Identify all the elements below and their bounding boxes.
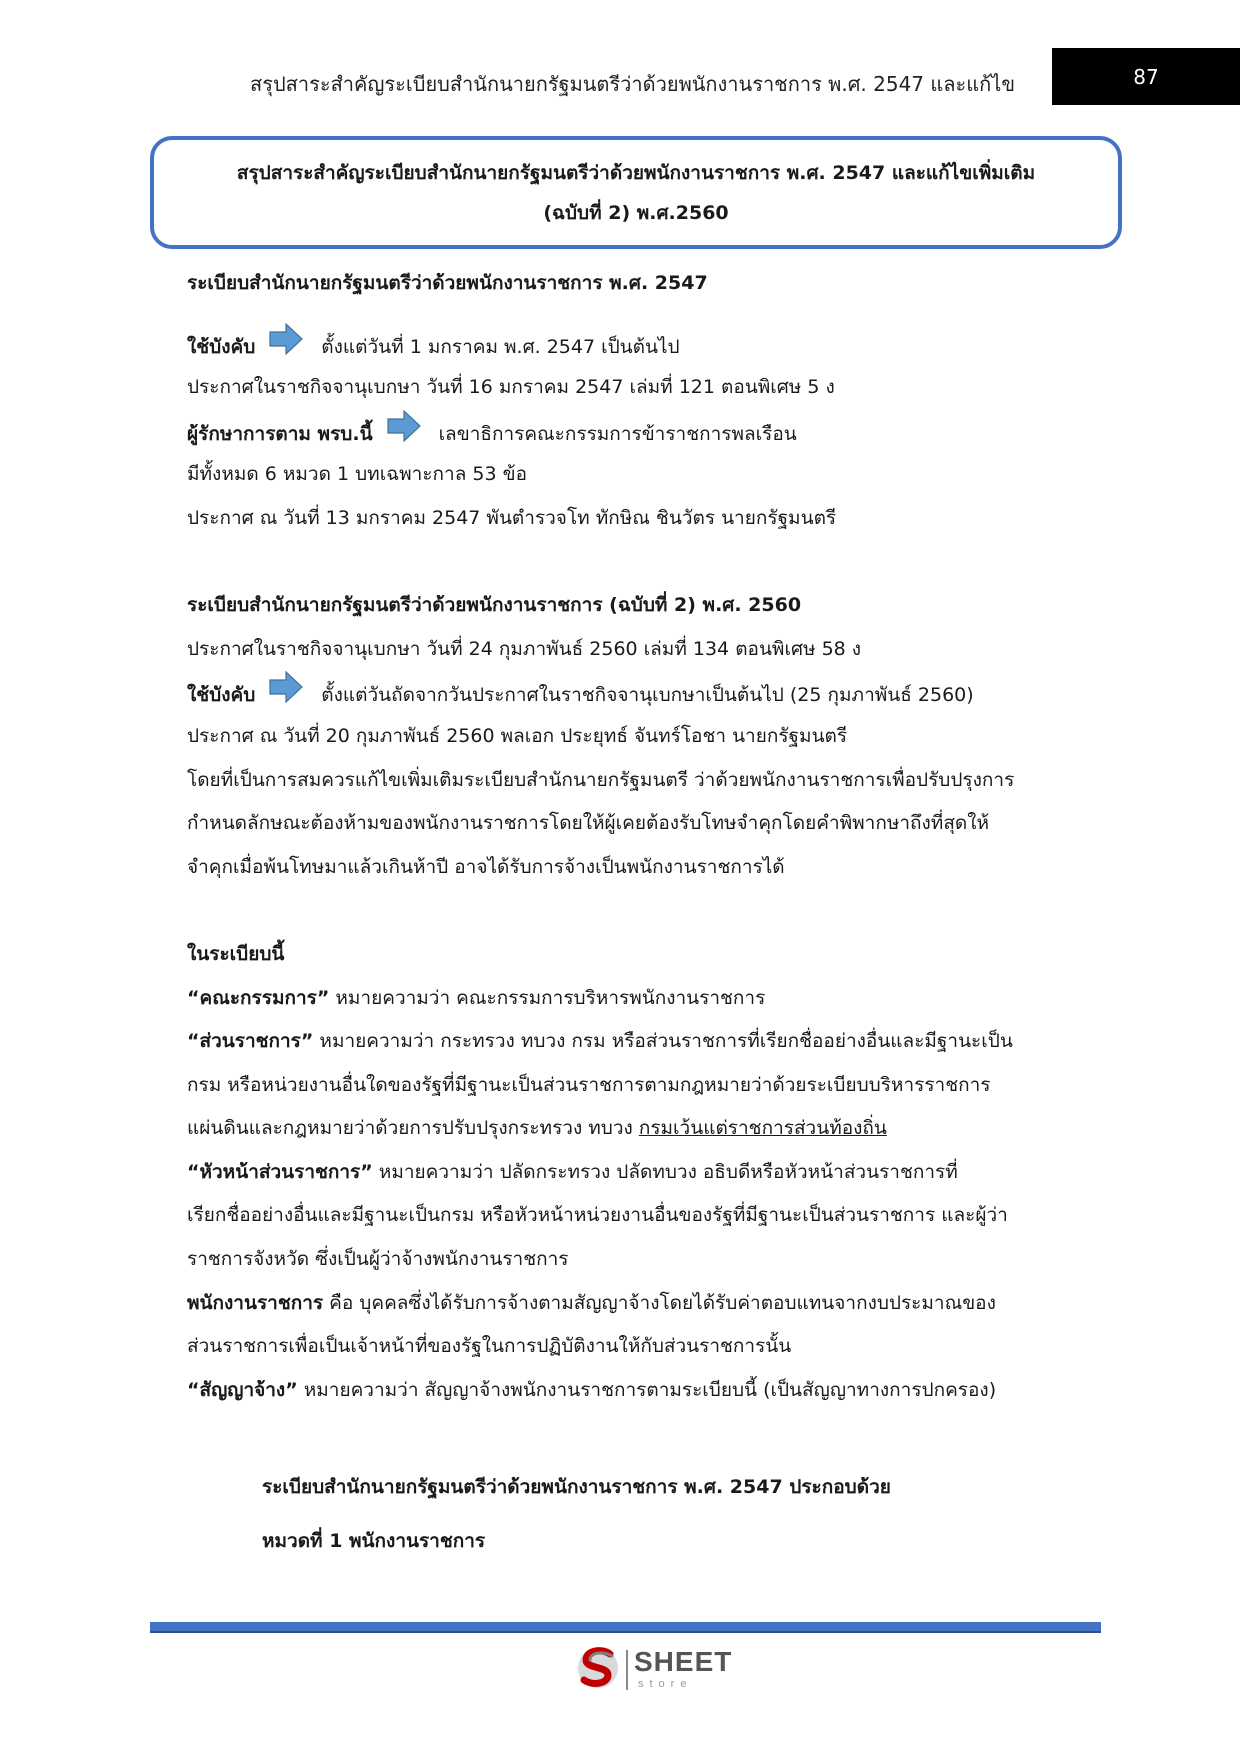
section2-announced: ประกาศ ณ วันที่ 20 กุมภาพันธ์ 2560 พลเอก ประยุทธ์ จันทร์โอชา นายกรัฐมนตรี <box>187 724 848 747</box>
definition-text: แผ่นดินและกฎหมายว่าด้วยการปรับปรุงกระทรวง ทบวง <box>187 1117 639 1140</box>
section2-reason-line-3: จำคุกเมื่อพ้นโทษมาแล้วเกินห้าปี อาจได้รับการจ้างเป็นพนักงานราชการได้ <box>187 855 785 878</box>
footer-divider <box>150 1622 1101 1633</box>
definitions-heading: ในระเบียบนี้ <box>187 942 285 965</box>
definition-contract <box>187 1369 1092 1413</box>
definition-term: “คณะกรรมการ” <box>187 986 330 1009</box>
document-title-line-2: (ฉบับที่ 2) พ.ศ.2560 <box>543 201 729 224</box>
definition-term: พนักงานราชการ <box>187 1291 324 1314</box>
definition-head-line-3: ราชการจังหวัด ซึ่งเป็นผู้ว่าจ้างพนักงานราชการ <box>187 1248 569 1271</box>
definition-text: คือ บุคคลซึ่งได้รับการจ้างตามสัญญาจ้างโดยได้รับค่าตอบแทนจากงบประมาณของ <box>323 1291 996 1314</box>
section1-keeper-row <box>187 410 1092 454</box>
definition-term: “สัญญาจ้าง” <box>187 1378 298 1401</box>
definition-agency-line-3 <box>187 1107 1092 1151</box>
section1-gazette: ประกาศในราชกิจจานุเบกษา วันที่ 16 มกราคม 2547 เล่มที่ 121 ตอนพิเศษ 5 ง <box>187 376 835 399</box>
definition-employee-line-2: ส่วนราชการเพื่อเป็นเจ้าหน้าที่ของรัฐในการปฏิบัติงานให้กับส่วนราชการนั้น <box>187 1335 792 1358</box>
section1-heading: ระเบียบสำนักนายกรัฐมนตรีว่าด้วยพนักงานราชการ พ.ศ. 2547 <box>187 272 708 294</box>
logo-subtext: store <box>638 1678 693 1690</box>
section2-reason-line-2: กำหนดลักษณะต้องห้ามของพนักงานราชการโดยให้ผู้เคยต้องรับโทษจำคุกโดยคำพิพากษาถึงที่สุดให้ <box>187 812 990 835</box>
section2-enforce-row <box>187 671 1092 715</box>
sheet-store-logo <box>574 1642 744 1698</box>
definition-head-line-2: เรียกชื่ออย่างอื่นและมีฐานะเป็นกรม หรือหัวหน้าหน่วยงานอื่นของรัฐที่มีฐานะเป็นส่วนราชการ และผู้ว่า <box>187 1204 1008 1227</box>
right-arrow-icon <box>269 671 303 720</box>
definition-text: หมายความว่า คณะกรรมการบริหารพนักงานราชการ <box>329 986 766 1009</box>
definition-text: หมายความว่า กระทรวง ทบวง กรม หรือส่วนราชการที่เรียกชื่ออย่างอื่นและมีฐานะเป็น <box>313 1030 1013 1053</box>
underlined-exception: กรมเว้นแต่ราชการส่วนท้องถิ่น <box>638 1117 887 1140</box>
page-number: 87 <box>1133 64 1159 89</box>
section1-chapters: มีทั้งหมด 6 หมวด 1 บทเฉพาะกาล 53 ข้อ <box>187 463 527 486</box>
chapter-1-title: หมวดที่ 1 พนักงานราชการ <box>262 1529 486 1552</box>
definition-term: “ส่วนราชการ” <box>187 1030 314 1053</box>
sheet-store-logo-mark-icon <box>574 1642 626 1694</box>
definition-committee <box>187 977 1092 1021</box>
keeper-label: ผู้รักษาการตาม พรบ.นี้ <box>187 422 373 445</box>
right-arrow-icon <box>269 323 303 372</box>
enforce-label: ใช้บังคับ <box>187 335 256 358</box>
running-header-title: สรุปสาระสำคัญระเบียบสำนักนายกรัฐมนตรีว่าด้วยพนักงานราชการ พ.ศ. 2547 และแก้ไข <box>250 72 1016 96</box>
definition-employee <box>187 1282 1092 1326</box>
enforce-label: ใช้บังคับ <box>187 684 256 707</box>
definition-agency <box>187 1020 1092 1064</box>
enforce-text: ตั้งแต่วันถัดจากวันประกาศในราชกิจจานุเบกษาเป็นต้นไป (25 กุมภาพันธ์ 2560) <box>321 684 974 707</box>
document-body <box>187 262 1092 1563</box>
definition-head <box>187 1151 1092 1195</box>
composition-heading: ระเบียบสำนักนายกรัฐมนตรีว่าด้วยพนักงานราชการ พ.ศ. 2547 ประกอบด้วย <box>262 1476 891 1499</box>
section2-heading: ระเบียบสำนักนายกรัฐมนตรีว่าด้วยพนักงานราชการ (ฉบับที่ 2) พ.ศ. 2560 <box>187 594 802 617</box>
document-title-line-1: สรุปสาระสำคัญระเบียบสำนักนายกรัฐมนตรีว่าด้วยพนักงานราชการ พ.ศ. 2547 และแก้ไขเพิ่มเติม <box>236 161 1036 184</box>
section2-gazette: ประกาศในราชกิจจานุเบกษา วันที่ 24 กุมภาพันธ์ 2560 เล่มที่ 134 ตอนพิเศษ 58 ง <box>187 637 862 660</box>
section2-reason-line-1: โดยที่เป็นการสมควรแก้ไขเพิ่มเติมระเบียบสำนักนายกรัฐมนตรี ว่าด้วยพนักงานราชการเพื่อปรับปรุงการ <box>187 768 1015 791</box>
keeper-text: เลขาธิการคณะกรรมการข้าราชการพลเรือน <box>438 422 797 445</box>
logo-separator <box>626 1650 628 1690</box>
document-title-box <box>150 136 1122 249</box>
section1-enforce-row <box>187 323 1092 367</box>
right-arrow-icon <box>387 410 421 459</box>
page-number-box <box>1052 48 1240 105</box>
definition-agency-line-2: กรม หรือหน่วยงานอื่นใดของรัฐที่มีฐานะเป็นส่วนราชการตามกฎหมายว่าด้วยระเบียบบริหารราชการ <box>187 1073 991 1096</box>
definition-term: “หัวหน้าส่วนราชการ” <box>187 1160 373 1183</box>
enforce-text: ตั้งแต่วันที่ 1 มกราคม พ.ศ. 2547 เป็นต้นไป <box>321 335 680 358</box>
definition-text: หมายความว่า ปลัดกระทรวง ปลัดทบวง อธิบดีหรือหัวหน้าส่วนราชการที่ <box>372 1160 958 1183</box>
section1-announced: ประกาศ ณ วันที่ 13 มกราคม 2547 พันตำรวจโท ทักษิณ ชินวัตร นายกรัฐมนตรี <box>187 506 837 529</box>
logo-text: SHEET <box>634 1646 733 1677</box>
definition-text: หมายความว่า สัญญาจ้างพนักงานราชการตามระเบียบนี้ (เป็นสัญญาทางการปกครอง) <box>297 1378 997 1401</box>
